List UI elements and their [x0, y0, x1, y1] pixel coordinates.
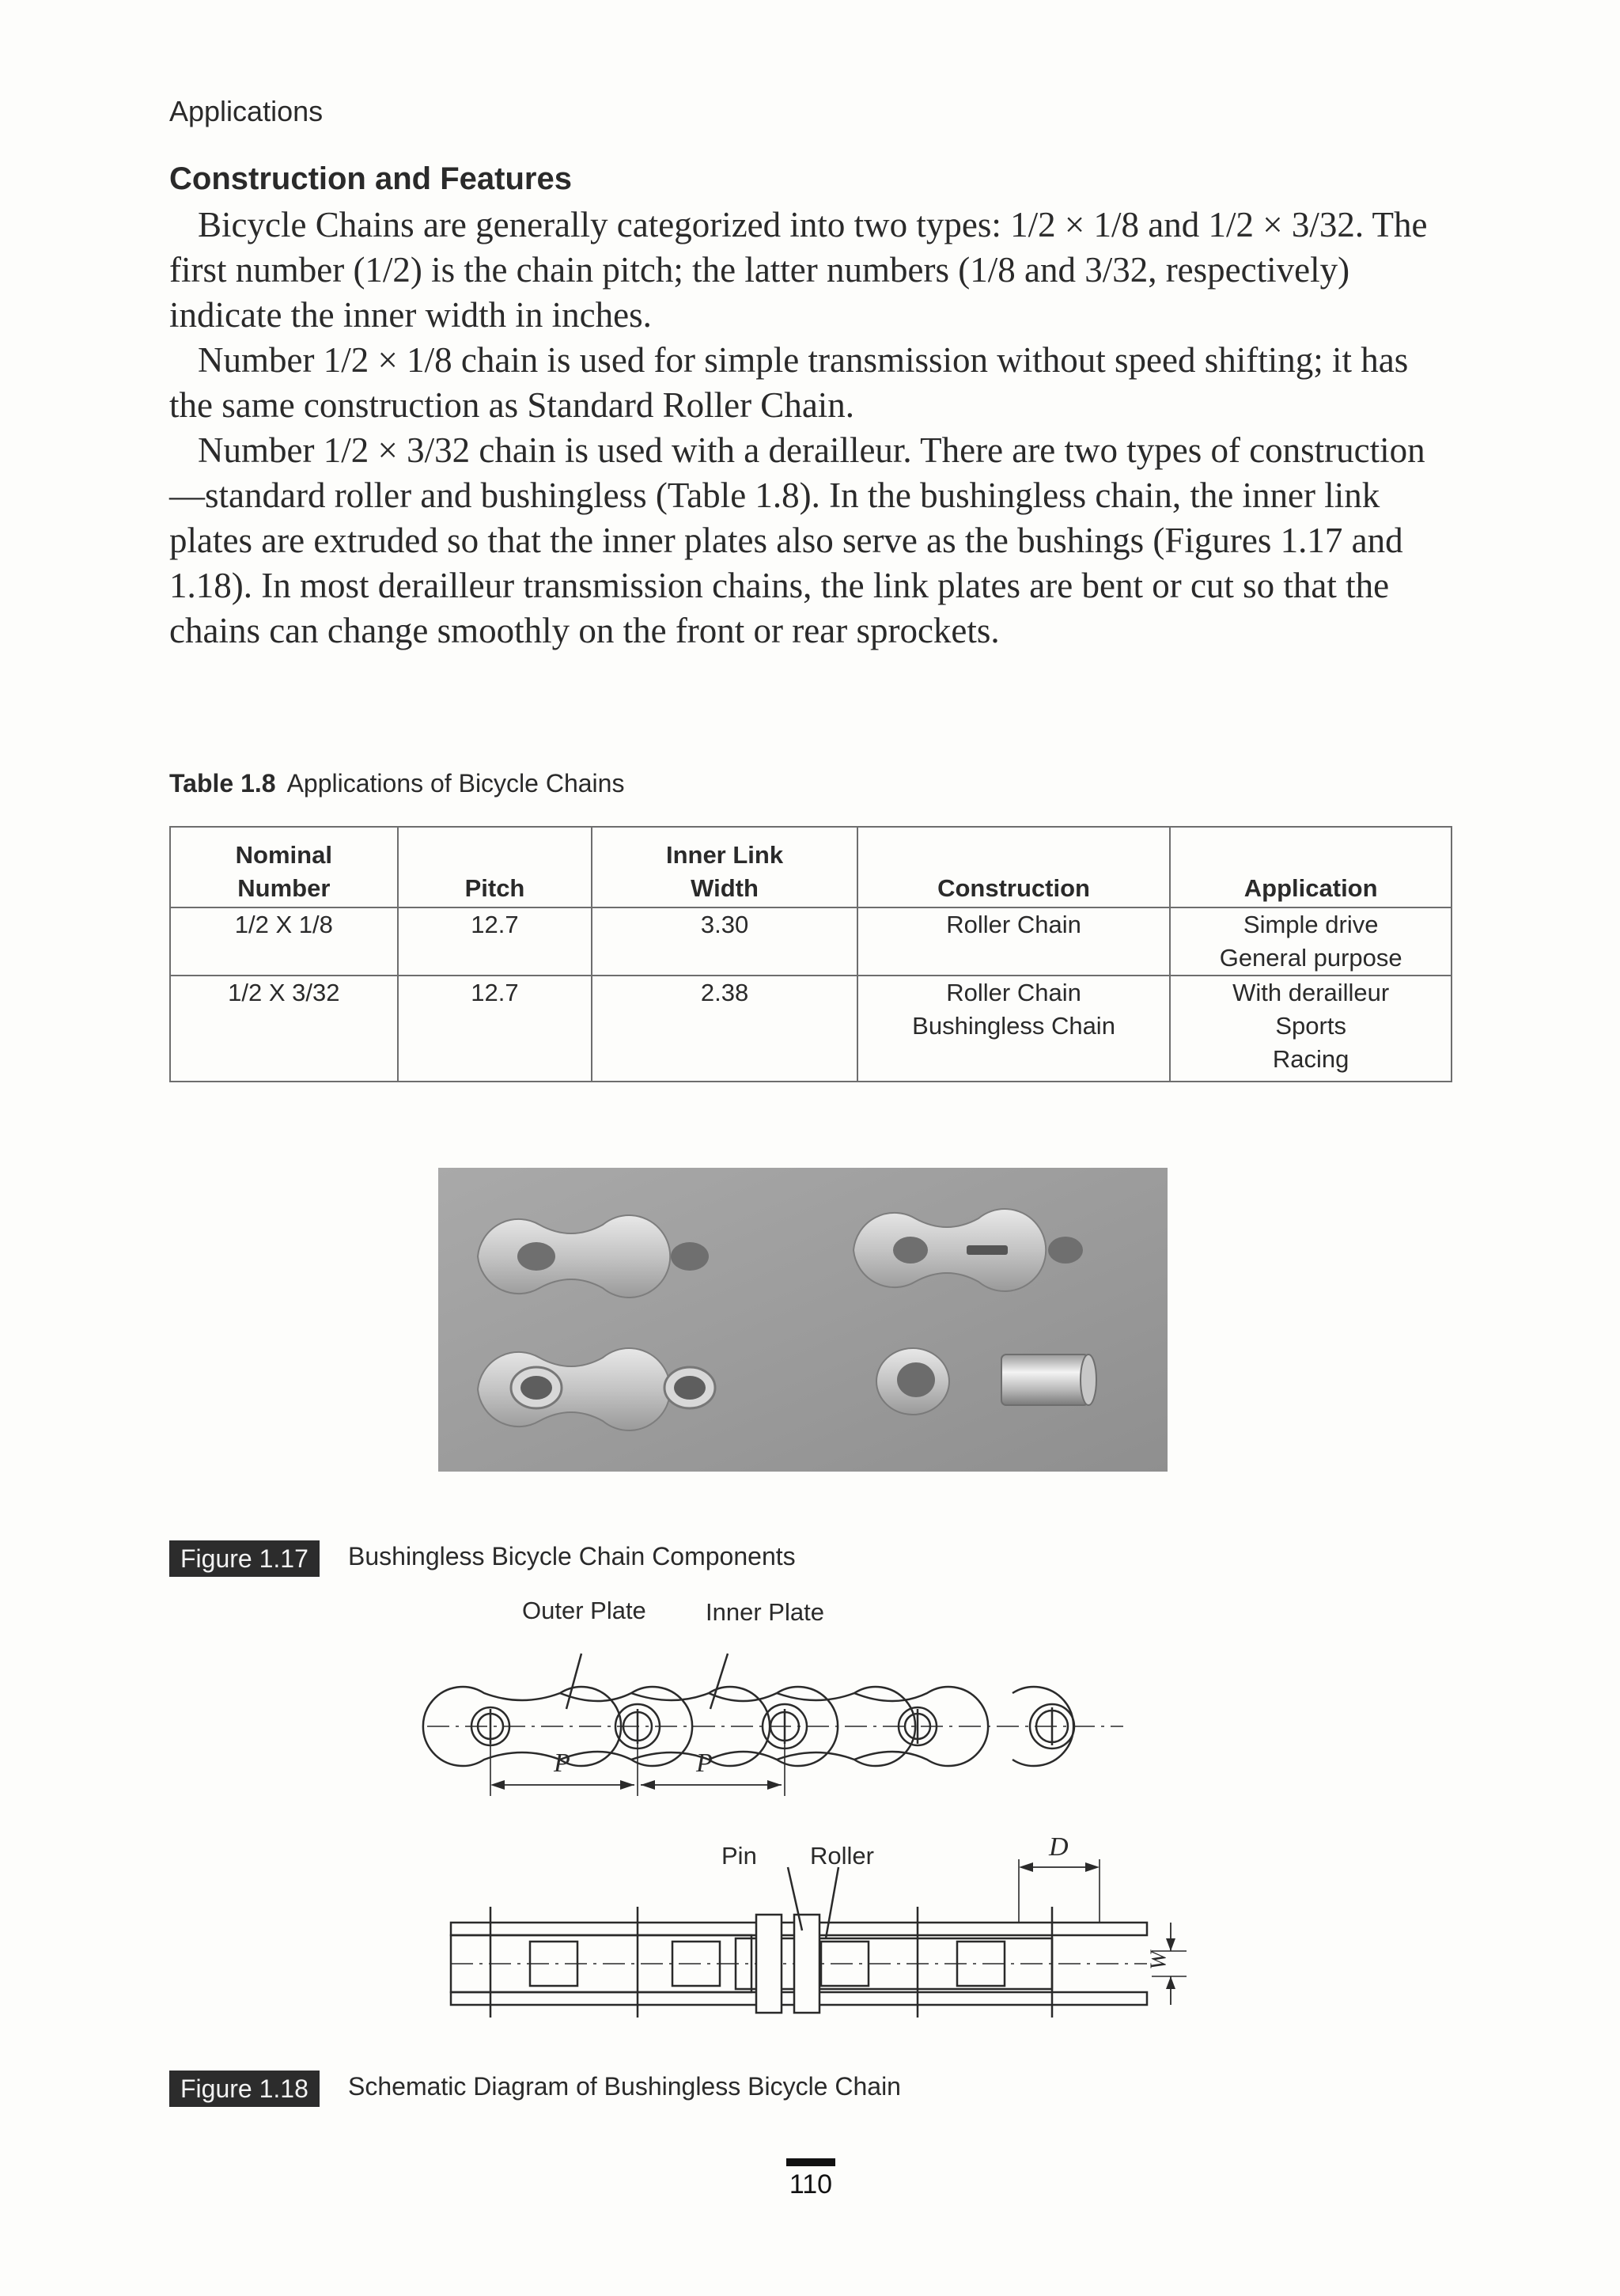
applications-table [169, 826, 1452, 1082]
paragraph-2: Number 1/2 × 1/8 chain is used for simple transmission without speed shifting; it has the same construction as Standard Roller Chain. [169, 340, 1409, 425]
header-construction: Construction [857, 827, 1171, 907]
header-pitch: Pitch [398, 827, 592, 907]
pitch-label-2: P [696, 1749, 713, 1778]
cell-application: Simple drive General purpose [1170, 907, 1452, 976]
inner-plate-label: Inner Plate [706, 1598, 824, 1626]
running-head: Applications [169, 95, 324, 127]
page-number: 110 [789, 2169, 833, 2199]
table-row [170, 976, 1452, 1082]
cell-pitch: 12.7 [398, 907, 592, 976]
pitch-label-1: P [554, 1749, 570, 1778]
pin-part [1001, 1354, 1096, 1405]
roller-part [876, 1348, 949, 1415]
header-inner-link-width: Inner Link Width [592, 827, 857, 907]
roller-label: Roller [810, 1842, 874, 1870]
chain-schematic [411, 1590, 1210, 2033]
table-caption [169, 769, 624, 798]
chain-components-photo [438, 1168, 1168, 1472]
outer-plate-label: Outer Plate [522, 1597, 646, 1624]
cell-construction: Roller Chain [857, 907, 1171, 976]
cell-application: With derailleur Sports Racing [1170, 976, 1452, 1082]
schematic-drawing [411, 1590, 1210, 2033]
header-nominal-number: Nominal Number [170, 827, 398, 907]
figure-1-18-caption: Schematic Diagram of Bushingless Bicycle Chain [348, 2072, 901, 2101]
paragraph-1: Bicycle Chains are generally categorized into two types: 1/2 × 1/8 and 1/2 × 3/32. The first number (1/2) is the chain pitch; the latter numbers (1/8 and 3/32, respectively) indicate the inner width in inches. [169, 205, 1428, 335]
pin-label: Pin [721, 1842, 757, 1870]
width-label: W [1146, 1951, 1171, 1970]
cell-nominal: 1/2 X 3/32 [170, 976, 398, 1082]
table-title: Applications of Bicycle Chains [286, 769, 625, 798]
table-row [170, 907, 1452, 976]
diameter-label: D [1049, 1832, 1069, 1862]
figure-1-17-label: Figure 1.17 [169, 1540, 320, 1577]
paragraph-3: Number 1/2 × 3/32 chain is used with a derailleur. There are two types of construction—standard roller and bushingless (Table 1.8). In the bushingless chain, the inner link plates are extruded so that the inner plates also serve as the bushings (Figures 1.17 and 1.18). In most derailleur transmission chains, the link plates are bent or cut so that the chains can change smoothly on the front or rear sprockets. [169, 430, 1425, 650]
cell-nominal: 1/2 X 1/8 [170, 907, 398, 976]
header-application: Application [1170, 827, 1452, 907]
table-header-row [170, 827, 1452, 907]
body-text [169, 203, 1451, 654]
cell-width: 3.30 [592, 907, 857, 976]
page-number-bar [786, 2158, 835, 2166]
cell-pitch: 12.7 [398, 976, 592, 1082]
figure-1-17-caption: Bushingless Bicycle Chain Components [348, 1542, 796, 1570]
table-label: Table 1.8 [169, 769, 276, 798]
section-title: Construction and Features [169, 161, 572, 196]
figure-1-18-label: Figure 1.18 [169, 2071, 320, 2107]
cell-construction: Roller Chain Bushingless Chain [857, 976, 1171, 1082]
cell-width: 2.38 [592, 976, 857, 1082]
